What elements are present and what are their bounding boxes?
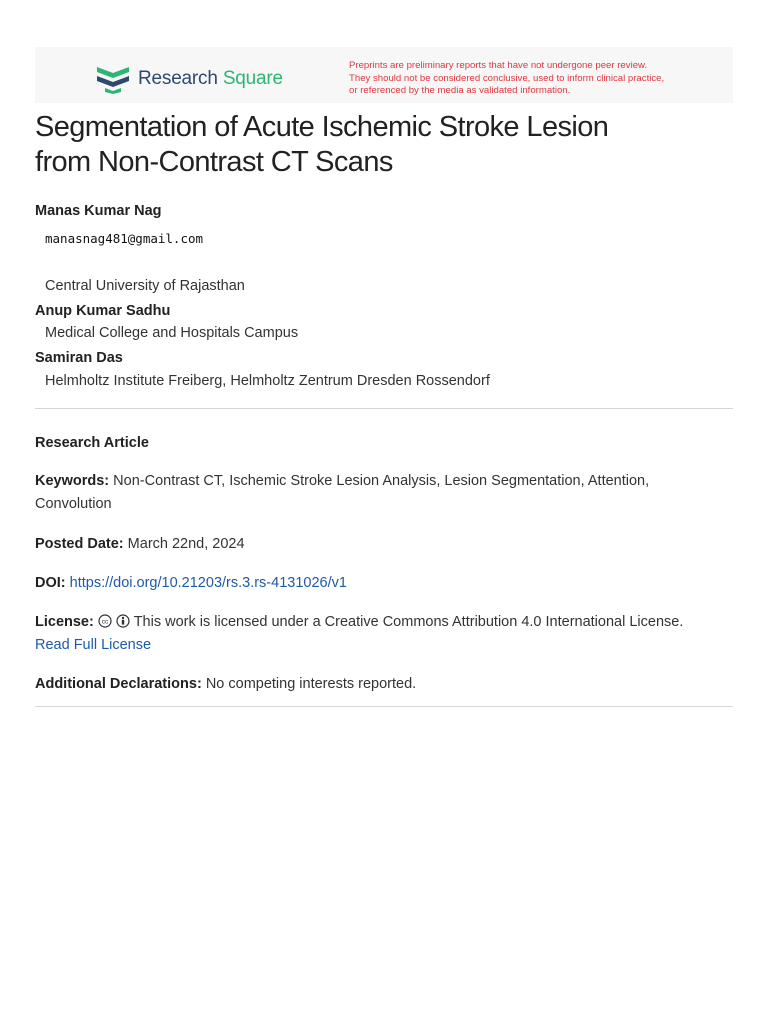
- logo-text: [138, 68, 283, 90]
- author-affiliation: Medical College and Hospitals Campus: [45, 325, 299, 341]
- declarations-label: Additional Declarations:: [35, 676, 202, 692]
- title-line: Segmentation of Acute Ischemic Stroke Lesion: [35, 111, 609, 143]
- title-line: from Non-Contrast CT Scans: [35, 146, 393, 178]
- divider: [35, 706, 733, 707]
- author-affiliation: Helmholtz Institute Freiberg, Helmholtz Zentrum Dresden Rossendorf: [45, 373, 490, 389]
- cc-icon: [98, 614, 112, 628]
- author-name: Manas Kumar Nag: [35, 203, 162, 219]
- keywords-value: Non-Contrast CT, Ischemic Stroke Lesion Analysis, Lesion Segmentation, Attention, Convolution: [35, 473, 650, 512]
- keywords-label: Keywords:: [35, 473, 110, 489]
- author-name: Anup Kumar Sadhu: [35, 303, 171, 319]
- notice-line: They should not be considered conclusive, used to inform clinical practice,: [349, 72, 665, 84]
- notice-line: or referenced by the media as validated information.: [349, 85, 571, 96]
- read-full-license-link[interactable]: Read Full License: [35, 637, 152, 653]
- license-label: License:: [35, 614, 94, 630]
- doi-label: DOI:: [35, 575, 66, 591]
- attribution-icon: [116, 614, 130, 628]
- doi: [35, 572, 725, 595]
- posted-date-label: Posted Date:: [35, 536, 124, 552]
- research-square-logo-icon: [95, 64, 131, 94]
- article-type: Research Article: [35, 435, 149, 451]
- author-email[interactable]: manasnag481@gmail.com: [45, 231, 204, 246]
- notice-line: Preprints are preliminary reports that have not undergone peer review.: [349, 60, 648, 71]
- doi-link[interactable]: https://doi.org/10.21203/rs.3.rs-4131026/v1: [69, 575, 347, 591]
- preprint-notice: [349, 60, 719, 98]
- research-square-logo[interactable]: [95, 64, 283, 94]
- keywords: [35, 470, 725, 516]
- author-name: Samiran Das: [35, 350, 123, 366]
- license-text: This work is licensed under a Creative Commons Attribution 4.0 International License.: [133, 614, 684, 630]
- posted-date-value: March 22nd, 2024: [127, 536, 245, 552]
- posted-date: [35, 533, 725, 556]
- preprint-banner: [35, 47, 733, 103]
- paper-title: [35, 110, 735, 180]
- license: [35, 611, 735, 657]
- logo-word-square: Square: [222, 68, 283, 89]
- author-affiliation: Central University of Rajasthan: [45, 278, 245, 294]
- svg-text:cc: cc: [101, 618, 109, 626]
- logo-word-research: Research: [138, 68, 218, 89]
- additional-declarations: [35, 673, 725, 696]
- declarations-value: No competing interests reported.: [205, 676, 417, 692]
- divider: [35, 408, 733, 409]
